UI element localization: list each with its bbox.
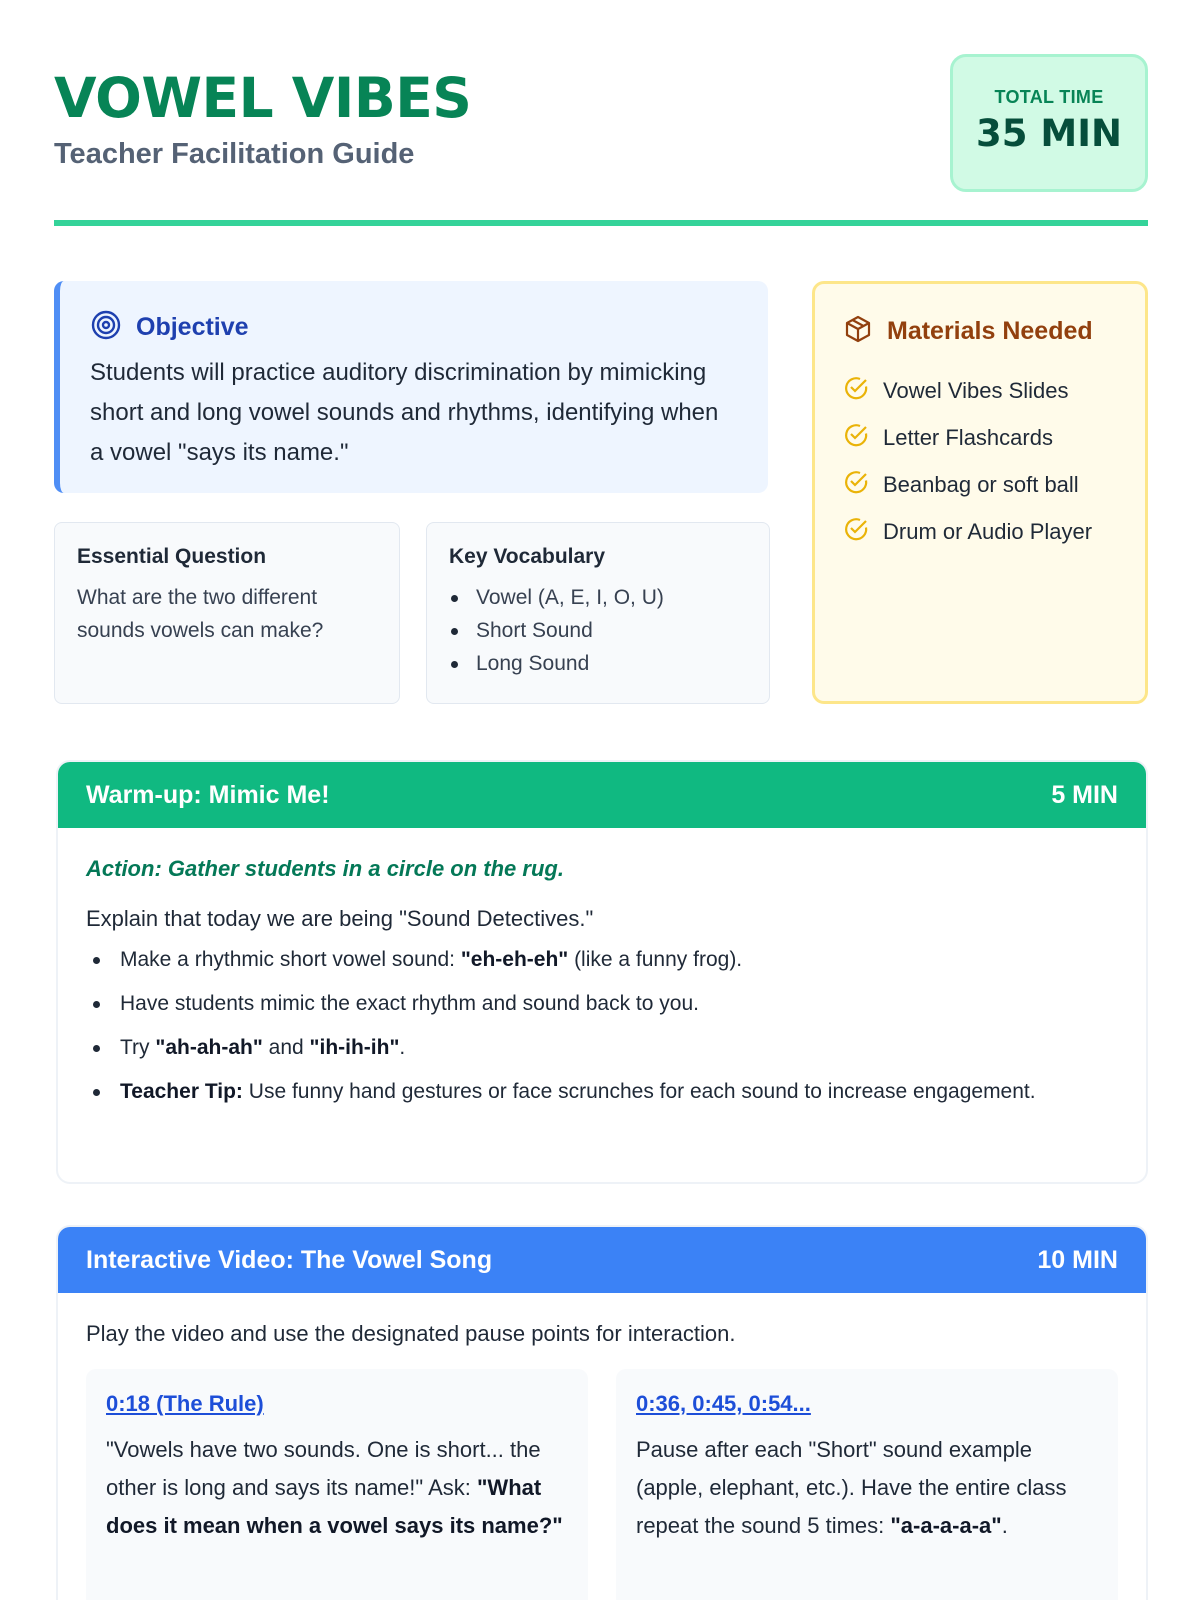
- material-label: Beanbag or soft ball: [883, 471, 1079, 497]
- objective-text: Students will practice auditory discrimination by mimicking short and long vowel sounds and rhythms, identifying when a vowel "says its name.": [90, 359, 719, 466]
- check-circle-icon: [843, 375, 869, 407]
- pause-point-text: Pause after each "Short" sound example (apple, elephant, etc.). Have the entire class repeat the sound 5 times: "a-a-a-a-a".: [636, 1437, 1067, 1538]
- total-time-badge: [950, 54, 1148, 192]
- material-item: [843, 508, 1117, 555]
- material-label: Vowel Vibes Slides: [883, 377, 1069, 403]
- page-subtitle: Teacher Facilitation Guide: [54, 138, 415, 170]
- essential-question-card: [54, 522, 400, 704]
- total-time-value: 35 MIN: [976, 112, 1122, 155]
- vocab-item: Vowel (A, E, I, O, U): [449, 581, 747, 614]
- pause-point-link[interactable]: 0:36, 0:45, 0:54...: [636, 1391, 811, 1416]
- warmup-section: [56, 760, 1148, 1184]
- video-header: [58, 1227, 1146, 1293]
- warmup-title: Warm-up: Mimic Me!: [86, 780, 330, 809]
- material-label: Drum or Audio Player: [883, 518, 1093, 544]
- list-item: Make a rhythmic short vowel sound: "eh-eh-eh" (like a funny frog).: [86, 940, 1118, 979]
- materials-title: Materials Needed: [887, 317, 1093, 345]
- list-item: Teacher Tip: Use funny hand gestures or face scrunches for each sound to increase engagement.: [86, 1072, 1118, 1111]
- header-divider: [54, 220, 1148, 226]
- check-circle-icon: [843, 516, 869, 548]
- vocab-item: Long Sound: [449, 647, 747, 680]
- essential-question-text: What are the two different sounds vowels can make?: [77, 586, 324, 642]
- key-vocabulary-title: Key Vocabulary: [449, 545, 606, 568]
- material-item: [843, 414, 1117, 461]
- key-vocabulary-card: [426, 522, 770, 704]
- warmup-header: [58, 762, 1146, 828]
- page-header: [54, 52, 1148, 228]
- pause-point-text: "Vowels have two sounds. One is short... the other is long and says its name!" Ask: "What does it mean when a vowel says its name?": [106, 1437, 563, 1538]
- video-duration: 10 MIN: [1037, 1245, 1118, 1274]
- video-lead: Play the video and use the designated pause points for interaction.: [86, 1321, 736, 1346]
- pause-point-card: [616, 1369, 1118, 1600]
- page-title: VOWEL VIBES: [54, 66, 472, 130]
- video-title: Interactive Video: The Vowel Song: [86, 1245, 493, 1274]
- warmup-action: Action: Gather students in a circle on the rug.: [86, 856, 564, 881]
- pause-point-card: [86, 1369, 588, 1600]
- total-time-label: TOTAL TIME: [994, 87, 1104, 107]
- material-item: [843, 367, 1117, 414]
- check-circle-icon: [843, 422, 869, 454]
- essential-question-title: Essential Question: [77, 545, 267, 568]
- warmup-lead: Explain that today we are being "Sound Detectives.": [86, 906, 594, 931]
- material-label: Letter Flashcards: [883, 424, 1053, 450]
- list-item: Have students mimic the exact rhythm and sound back to you.: [86, 984, 1118, 1023]
- objective-panel: [54, 281, 768, 493]
- materials-panel: [812, 281, 1148, 704]
- warmup-duration: 5 MIN: [1051, 780, 1118, 809]
- objective-title: Objective: [136, 312, 249, 341]
- vocab-item: Short Sound: [449, 614, 747, 647]
- material-item: [843, 461, 1117, 508]
- video-section: [56, 1225, 1148, 1600]
- target-icon: [90, 309, 122, 345]
- pause-point-link[interactable]: 0:18 (The Rule): [106, 1391, 264, 1416]
- box-icon: [843, 314, 873, 349]
- list-item: Try "ah-ah-ah" and "ih-ih-ih".: [86, 1028, 1118, 1067]
- check-circle-icon: [843, 469, 869, 501]
